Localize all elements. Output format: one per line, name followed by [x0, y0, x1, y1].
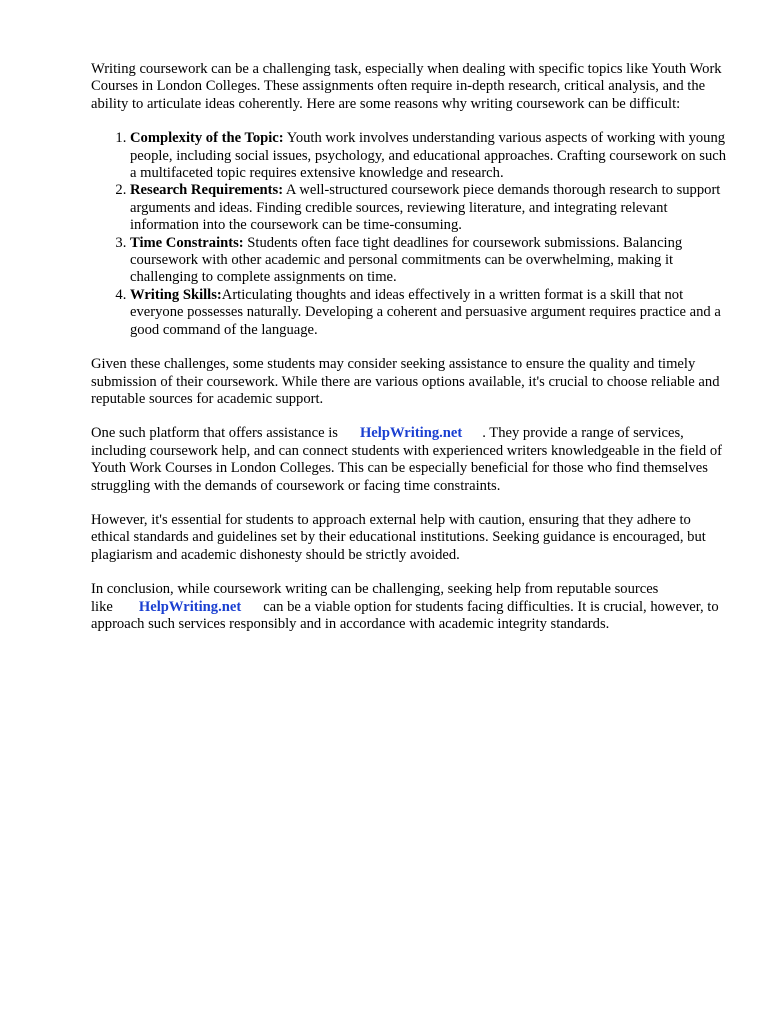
challenges-paragraph: Given these challenges, some students may consider seeking assistance to ensure the quality and timely submission of their coursework. While there are various options available, it's crucial to choose reliable and reputable sources for academic support.	[91, 356, 720, 407]
list-item	[130, 130, 731, 182]
conclusion-text-after: can be a viable option for students facing difficulties. It is crucial, however, to approach such services responsibly and in accordance with academic integrity standards.	[91, 598, 719, 632]
platform-text-after: . They provide a range of services, including coursework help, and can connect students with experienced writers knowledgeable in the field of Youth Work Courses in London Colleges. This can be especially beneficial for those who find themselves struggling with the demands of coursework or facing time constraints.	[91, 425, 722, 494]
conclusion-paragraph	[91, 581, 731, 633]
helpwriting-link[interactable]: HelpWriting.net	[359, 425, 463, 442]
reason-term: Writing Skills:	[130, 286, 222, 303]
reason-term: Research Requirements:	[130, 182, 284, 199]
reason-text: Youth work involves understanding various aspects of working with young people, including social issues, psychology, and educational approaches. Crafting coursework on such a multifaceted topic requires extensive knowledge and research.	[130, 130, 727, 182]
list-item	[130, 182, 731, 234]
intro-paragraph: Writing coursework can be a challenging task, especially when dealing with specific topics like Youth Work Courses in London Colleges. These assignments often require in-depth research, critical analysis, and the ability to articulate ideas coherently. Here are some reasons why writing coursework can be difficult:	[91, 61, 722, 112]
reason-term: Time Constraints:	[130, 234, 244, 251]
document-page	[91, 61, 731, 650]
platform-text-before: One such platform that offers assistance is	[91, 425, 338, 442]
caution-paragraph: However, it's essential for students to approach external help with caution, ensuring that they adhere to ethical standards and guidelines set by their educational institutions. Seeking guidance is encouraged, but plagiarism and academic dishonesty should be strictly avoided.	[91, 511, 706, 563]
list-item	[130, 235, 731, 287]
conclusion-text-before: In conclusion, while coursework writing can be challenging, seeking help from reputable sources like	[91, 581, 659, 615]
reason-term: Complexity of the Topic:	[130, 130, 284, 147]
helpwriting-link[interactable]: HelpWriting.net	[138, 598, 242, 615]
reason-text: Students often face tight deadlines for coursework submissions. Balancing coursework with other academic and personal commitments can be overwhelming, making it challenging to complete assignments on time.	[130, 234, 683, 286]
platform-paragraph	[91, 425, 731, 495]
list-item	[130, 287, 731, 339]
reasons-list	[91, 130, 731, 339]
reason-text: Articulating thoughts and ideas effectively in a written format is a skill that not everyone possesses naturally. Developing a coherent and persuasive argument requires practice and a good command of the language.	[130, 286, 721, 338]
reason-text: A well-structured coursework piece demands thorough research to support arguments and ideas. Finding credible sources, reviewing literature, and integrating relevant information into the coursework can be time-consuming.	[130, 182, 721, 234]
